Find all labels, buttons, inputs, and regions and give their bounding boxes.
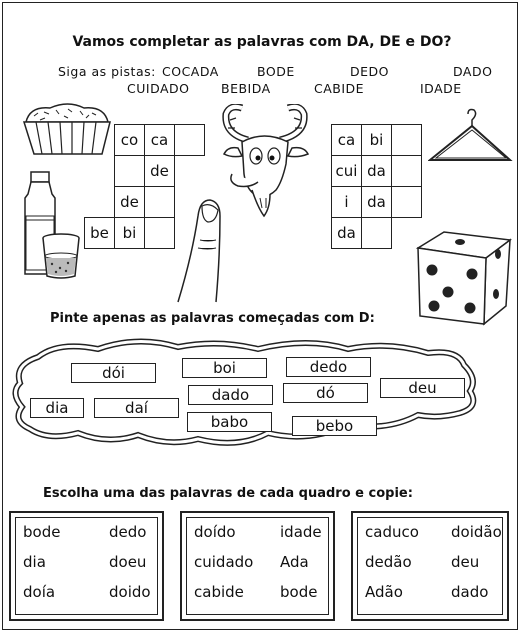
choice-word[interactable]: doidão: [451, 523, 502, 541]
choice-word[interactable]: bode: [280, 583, 318, 601]
grid-cell[interactable]: da: [362, 187, 392, 218]
grid-cell[interactable]: [392, 125, 422, 156]
finger-icon: [176, 196, 226, 306]
crossword-right: [331, 124, 422, 249]
choice-word[interactable]: dedo: [109, 523, 147, 541]
grid-cell[interactable]: i: [332, 187, 362, 218]
grid-cell[interactable]: [145, 187, 175, 218]
hint-word: CUIDADO: [127, 81, 190, 96]
word-box[interactable]: bebo: [292, 416, 377, 436]
grid-cell[interactable]: bi: [362, 125, 392, 156]
grid-cell[interactable]: [362, 218, 392, 249]
grid-cell[interactable]: [175, 125, 205, 156]
hint-label: Siga as pistas:: [58, 64, 156, 79]
word-box[interactable]: dó: [283, 383, 368, 403]
hanger-icon: [428, 108, 514, 168]
choice-word[interactable]: doía: [23, 583, 56, 601]
word-choice-box-1: [9, 511, 164, 621]
choice-word[interactable]: doido: [109, 583, 151, 601]
word-box[interactable]: dia: [30, 398, 84, 418]
word-box[interactable]: dedo: [286, 357, 371, 377]
grid-cell[interactable]: da: [332, 218, 362, 249]
section-title: Pinte apenas as palavras começadas com D:: [50, 311, 375, 326]
choice-word[interactable]: caduco: [365, 523, 419, 541]
hint-word: BODE: [257, 64, 295, 79]
choice-word[interactable]: cabide: [194, 583, 244, 601]
hint-word: DEDO: [350, 64, 389, 79]
grid-cell[interactable]: de: [115, 187, 145, 218]
choice-word[interactable]: deu: [451, 553, 480, 571]
grid-cell[interactable]: [392, 156, 422, 187]
choice-word[interactable]: Adão: [365, 583, 403, 601]
choice-word[interactable]: Ada: [280, 553, 309, 571]
grid-cell[interactable]: be: [85, 218, 115, 249]
grid-cell[interactable]: [115, 156, 145, 187]
grid-cell[interactable]: bi: [115, 218, 145, 249]
word-box[interactable]: boi: [182, 358, 267, 378]
hint-word: DADO: [453, 64, 493, 79]
word-choice-box-2: [180, 511, 335, 621]
choice-word[interactable]: bode: [23, 523, 61, 541]
grid-cell[interactable]: [392, 187, 422, 218]
section-title: Escolha uma das palavras de cada quadro e copie:: [43, 486, 413, 501]
grid-cell[interactable]: ca: [332, 125, 362, 156]
choice-word[interactable]: doído: [194, 523, 236, 541]
choice-word[interactable]: doeu: [109, 553, 147, 571]
choice-word[interactable]: dedão: [365, 553, 412, 571]
word-box[interactable]: deu: [380, 378, 465, 398]
choice-word[interactable]: idade: [280, 523, 322, 541]
hint-word: BEBIDA: [221, 81, 271, 96]
grid-cell[interactable]: da: [362, 156, 392, 187]
die-icon: [414, 228, 514, 328]
hint-word: COCADA: [162, 64, 219, 79]
word-box[interactable]: babo: [187, 412, 272, 432]
word-box[interactable]: dói: [71, 363, 156, 383]
grid-cell[interactable]: [145, 218, 175, 249]
grid-cell[interactable]: ca: [145, 125, 175, 156]
choice-word[interactable]: cuidado: [194, 553, 254, 571]
choice-word[interactable]: dia: [23, 553, 46, 571]
grid-cell[interactable]: de: [145, 156, 175, 187]
word-box[interactable]: dado: [188, 385, 273, 405]
word-box[interactable]: daí: [94, 398, 179, 418]
glass-icon: [40, 232, 82, 282]
hint-word: IDADE: [420, 81, 462, 96]
grid-cell[interactable]: co: [115, 125, 145, 156]
word-choice-box-3: [351, 511, 509, 621]
grid-cell[interactable]: cui: [332, 156, 362, 187]
hint-word: CABIDE: [314, 81, 365, 96]
goat-icon: [218, 104, 314, 234]
choice-word[interactable]: dado: [451, 583, 489, 601]
page-title: Vamos completar as palavras com DA, DE e DO?: [72, 34, 452, 50]
